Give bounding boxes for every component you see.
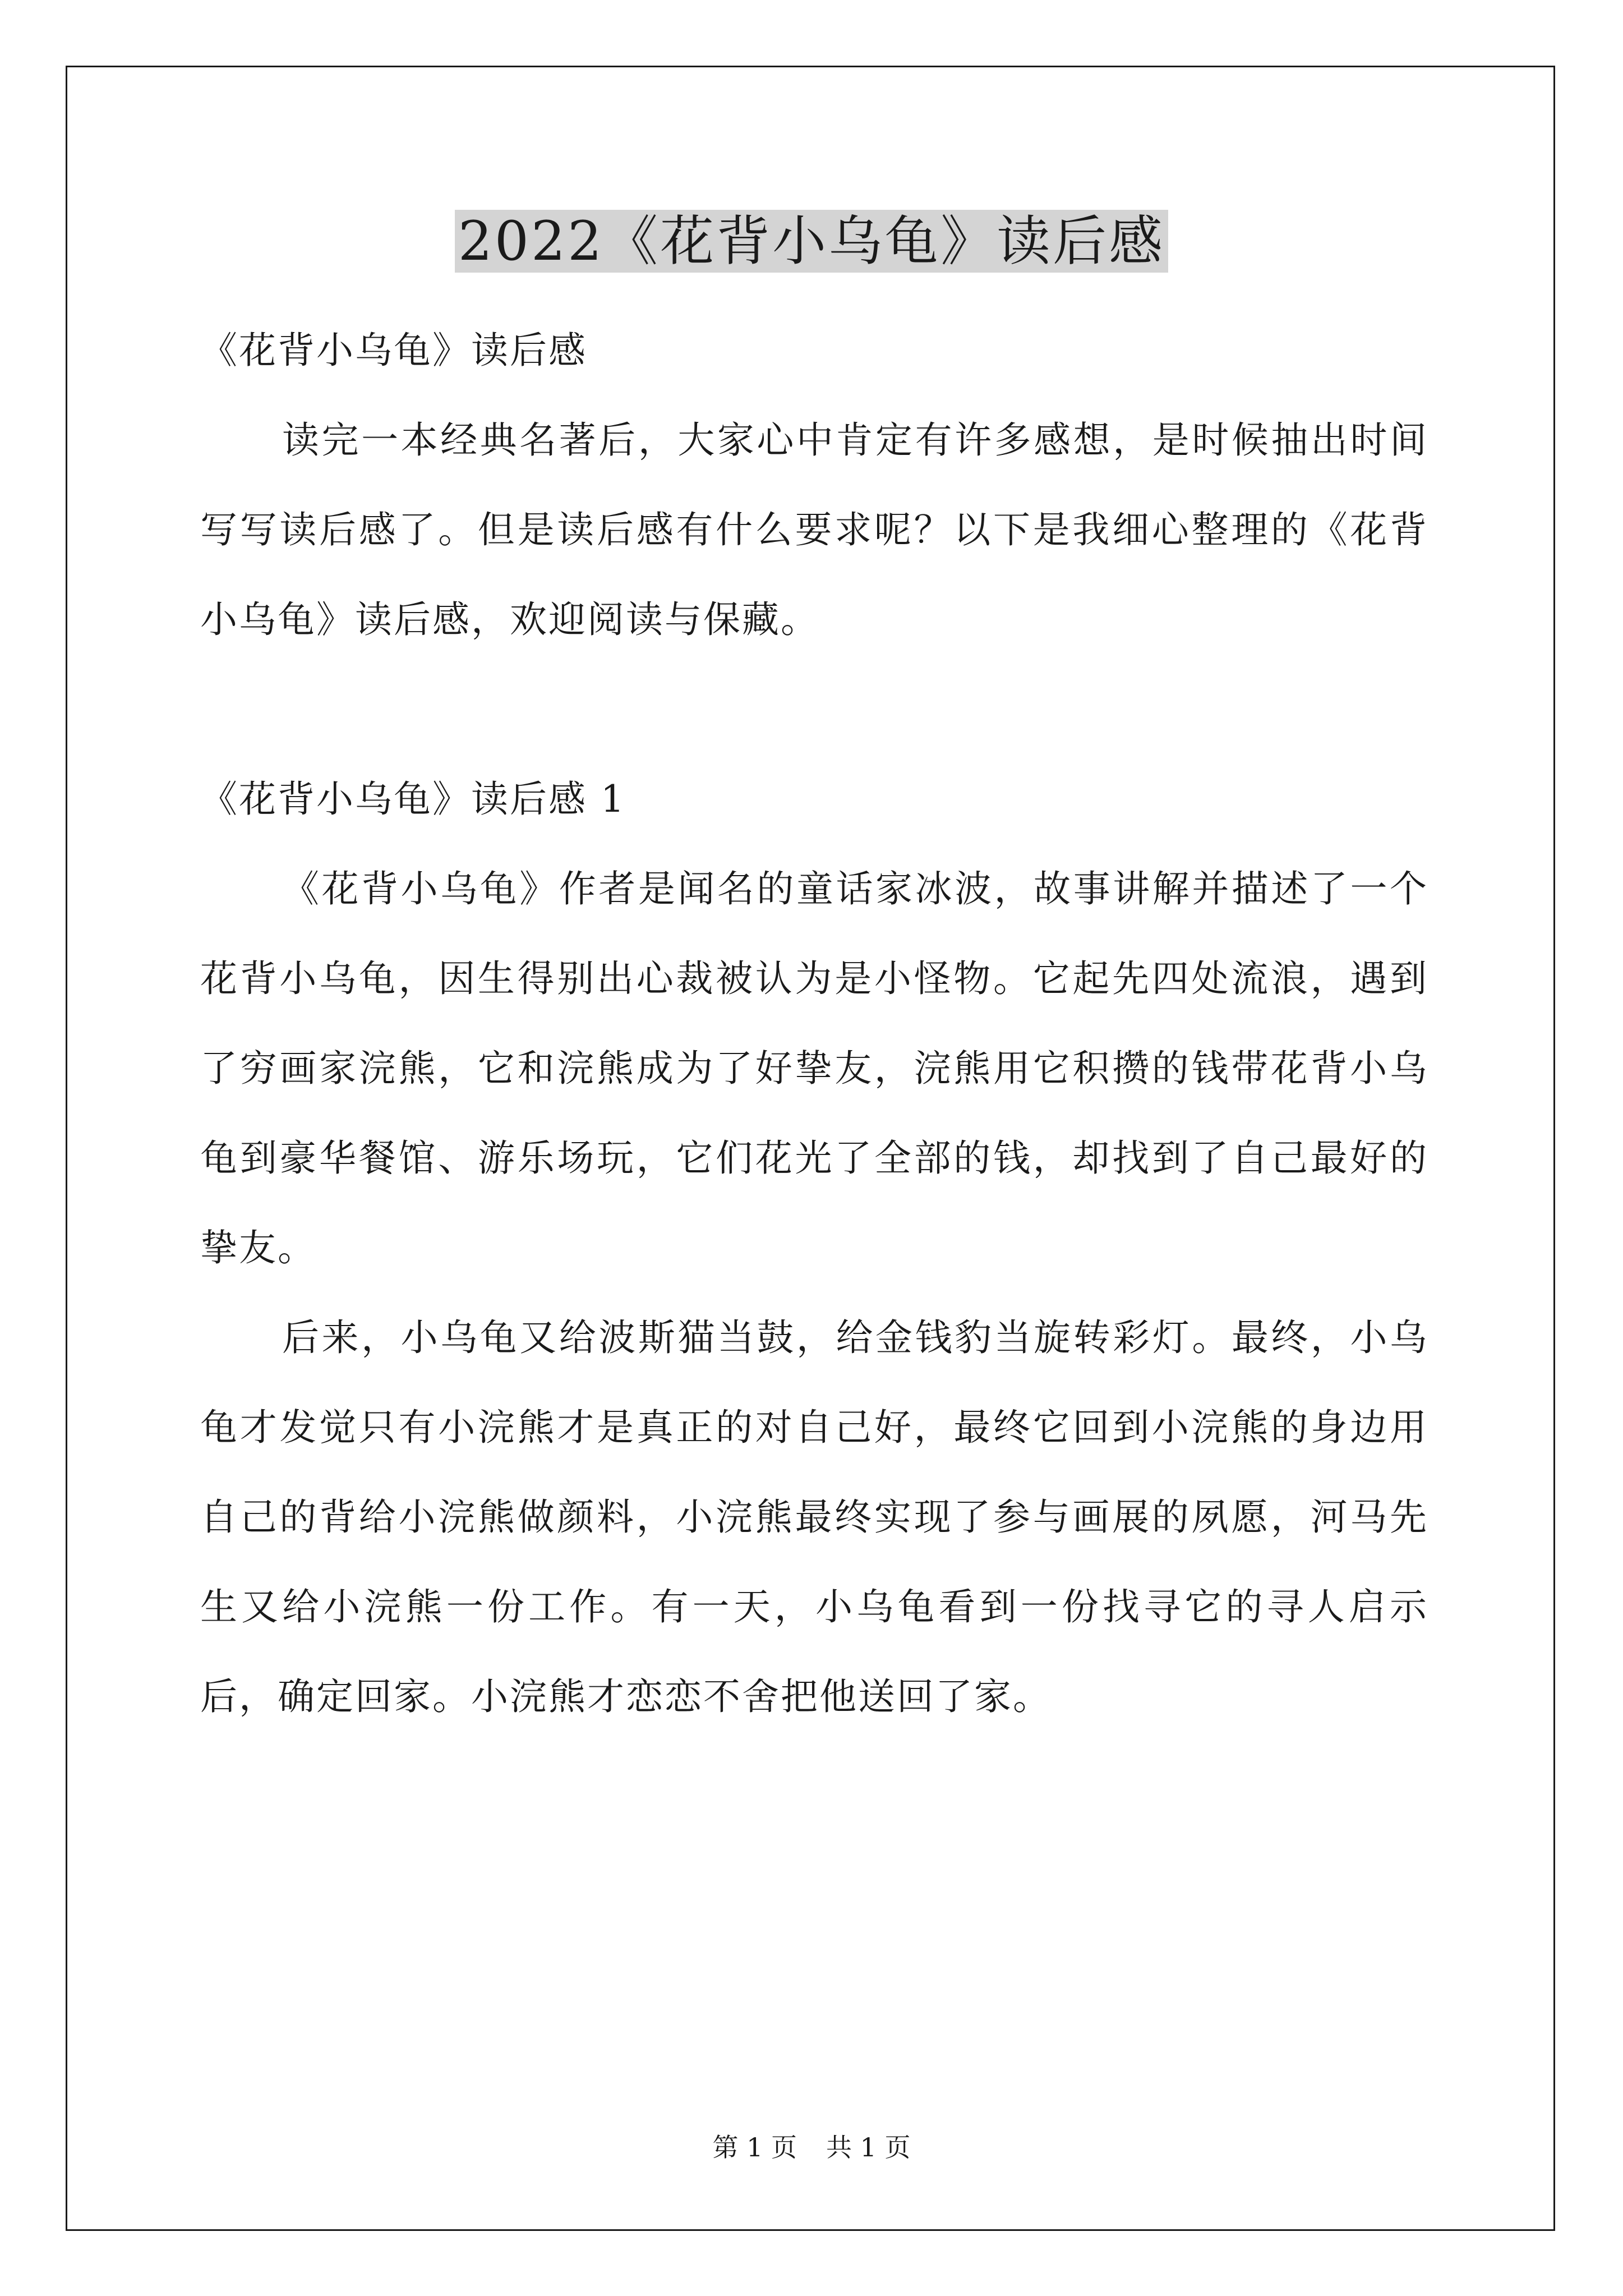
document-title — [0, 202, 1623, 280]
body-paragraph: 《花背小乌龟》作者是闻名的童话家冰波，故事讲解并描述了一个花背小乌龟，因生得别出心裁被认为是小怪物。它起先四处流浪，遇到了穷画家浣熊，它和浣熊成为了好挚友，浣熊用它积攒的钱带花背小乌龟到豪华餐馆、游乐场玩，它们花光了全部的钱，却找到了自己最好的挚友。 — [200, 867, 1428, 1269]
body-paragraph: 后来，小乌龟又给波斯猫当鼓，给金钱豹当旋转彩灯。最终，小乌龟才发觉只有小浣熊才是真正的对自己好，最终它回到小浣熊的身边用自己的背给小浣熊做颜料，小浣熊最终实现了参与画展的夙愿，河马先生又给小浣熊一份工作。有一天，小乌龟看到一份找寻它的寻人启示后，确定回家。小浣熊才恋恋不舍把他送回了家。 — [200, 1316, 1428, 1718]
intro-heading: 《花背小乌龟》读后感 — [200, 329, 587, 372]
section-spacer — [200, 665, 1428, 754]
document-title-text: 2022《花背小乌龟》读后感 — [455, 210, 1168, 273]
document-body — [200, 306, 1428, 1742]
page-number-total: 共 1 页 — [826, 2132, 911, 2162]
page-footer — [0, 2131, 1623, 2164]
page-number-current: 第 1 页 — [712, 2132, 797, 2162]
intro-paragraph: 读完一本经典名著后，大家心中肯定有许多感想，是时候抽出时间写写读后感了。但是读后感有什么要求呢？以下是我细心整理的《花背小乌龟》读后感，欢迎阅读与保藏。 — [200, 418, 1428, 641]
section-heading: 《花背小乌龟》读后感 1 — [200, 777, 626, 821]
